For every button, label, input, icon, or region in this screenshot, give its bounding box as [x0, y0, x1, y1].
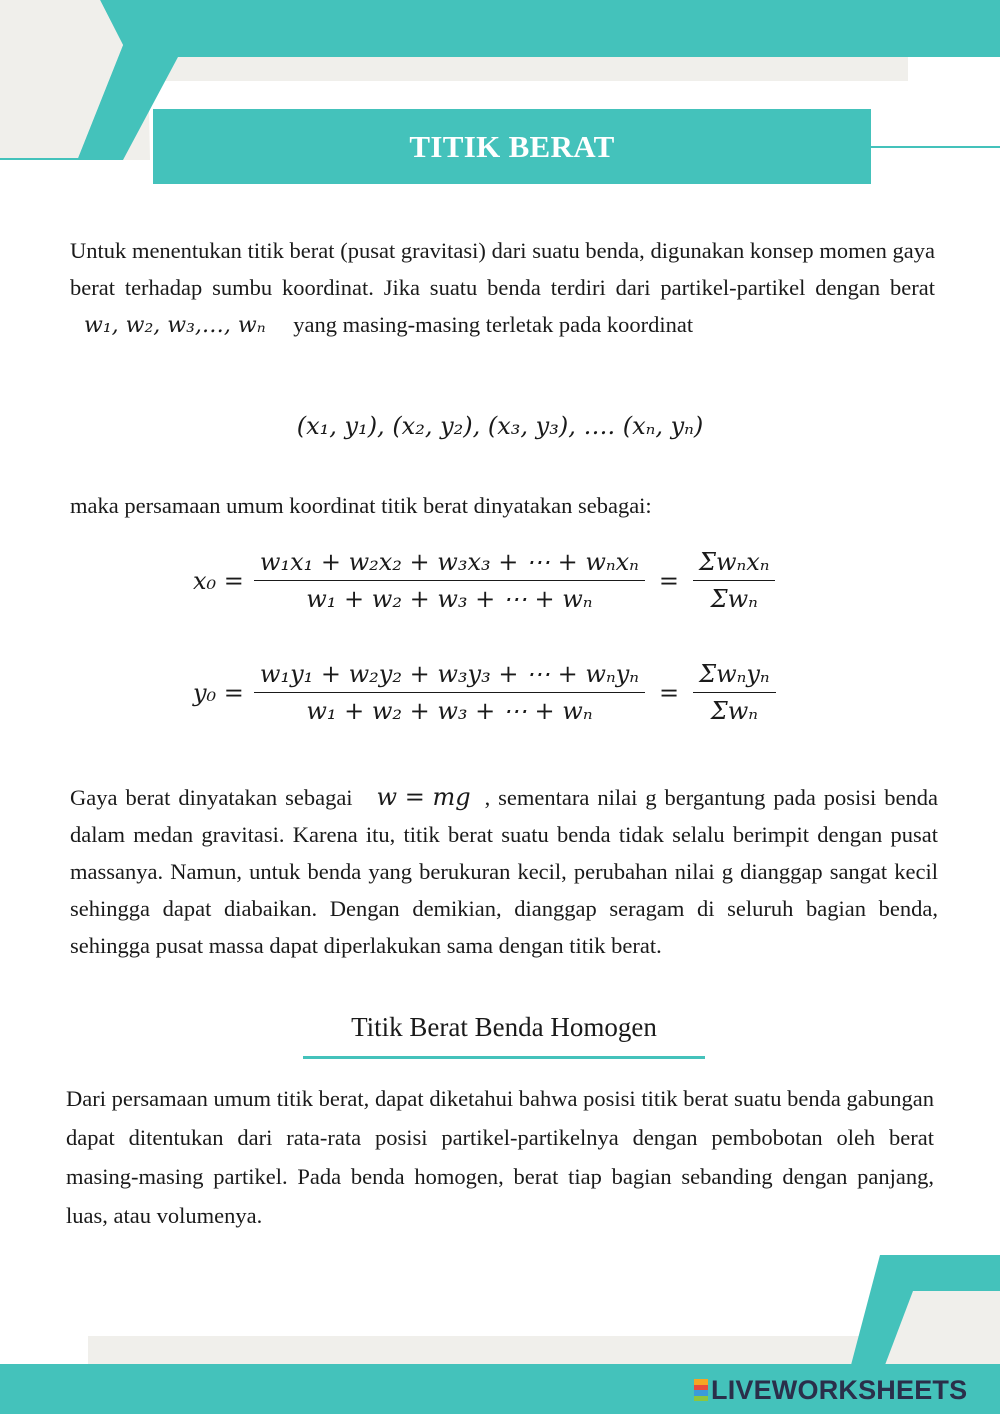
y0-lhs: y₀ = [193, 678, 244, 707]
liveworksheets-logo-icon [694, 1379, 708, 1401]
title-banner [153, 109, 871, 184]
y0-fraction [254, 660, 645, 725]
x0-fraction [254, 548, 645, 613]
weight-paragraph [70, 779, 938, 964]
x0-denominator: w₁ + w₂ + w₃ + ⋯ + wₙ [306, 585, 593, 613]
y0-sum-denominator: Σwₙ [710, 697, 758, 725]
page-title: TITIK BERAT [409, 128, 615, 164]
x0-lhs: x₀ = [193, 566, 244, 595]
equals-sign: = [658, 678, 680, 707]
y0-sum-numerator: Σwₙyₙ [693, 660, 776, 693]
x0-sum-denominator: Σwₙ [710, 585, 758, 613]
y0-denominator: w₁ + w₂ + w₃ + ⋯ + wₙ [306, 697, 593, 725]
section-heading: Titik Berat Benda Homogen [351, 1012, 657, 1042]
intro-text-after: yang masing-masing terletak pada koordinat [293, 312, 694, 337]
section-paragraph: Dari persamaan umum titik berat, dapat diketahui bahwa posisi titik berat suatu benda gabungan dapat ditentukan dari rata-rata posisi partikel-partikelnya dengan pembobotan oleh berat masing-masing partikel. Pada benda homogen, berat tiap bagian sebanding dengan panjang, luas, atau volumenya. [66, 1086, 934, 1228]
x0-equation [193, 548, 775, 613]
weights-formula: w₁, w₂, w₃,…, wₙ [84, 313, 266, 338]
intro-paragraph [70, 232, 935, 344]
x0-numerator: w₁x₁ + w₂x₂ + w₃x₃ + ⋯ + wₙxₙ [254, 548, 645, 581]
weight-text-before: Gaya berat dinyatakan sebagai [70, 785, 353, 810]
section-heading-underline [303, 1056, 705, 1059]
x0-sum-numerator: Σwₙxₙ [693, 548, 776, 581]
general-equation-intro: maka persamaan umum koordinat titik berat dinyatakan sebagai: [70, 493, 652, 518]
title-accent-line [871, 146, 1000, 148]
y0-numerator: w₁y₁ + w₂y₂ + w₃y₃ + ⋯ + wₙyₙ [254, 660, 645, 693]
logo-text: LIVEWORKSHEETS [711, 1374, 968, 1405]
intro-text-before: Untuk menentukan titik berat (pusat gravitasi) dari suatu benda, digunakan konsep momen gaya berat terhadap sumbu koordinat. Jika suatu benda terdiri dari partikel-partikel dengan berat [70, 238, 935, 300]
weight-formula: w = mg [376, 783, 471, 811]
liveworksheets-logo[interactable] [694, 1374, 967, 1406]
x0-sum-fraction [693, 548, 776, 613]
weight-text-after: , sementara nilai g bergantung pada posisi benda dalam medan gravitasi. Karena itu, titik berat suatu benda tidak selalu berimpit dengan pusat massanya. Namun, untuk benda yang berukuran kecil, perubahan nilai g dianggap sangat kecil sehingga dapat diabaikan. Dengan demikian, dianggap seragam di seluruh bagian benda, sehingga pusat massa dapat diperlakukan sama dengan titik berat. [70, 785, 939, 958]
coordinates-formula: (x₁, y₁), (x₂, y₂), (x₃, y₃), …. (xₙ, yₙ) [296, 412, 704, 440]
equals-sign: = [658, 566, 679, 595]
y0-sum-fraction [693, 660, 776, 725]
y0-equation [193, 660, 776, 725]
